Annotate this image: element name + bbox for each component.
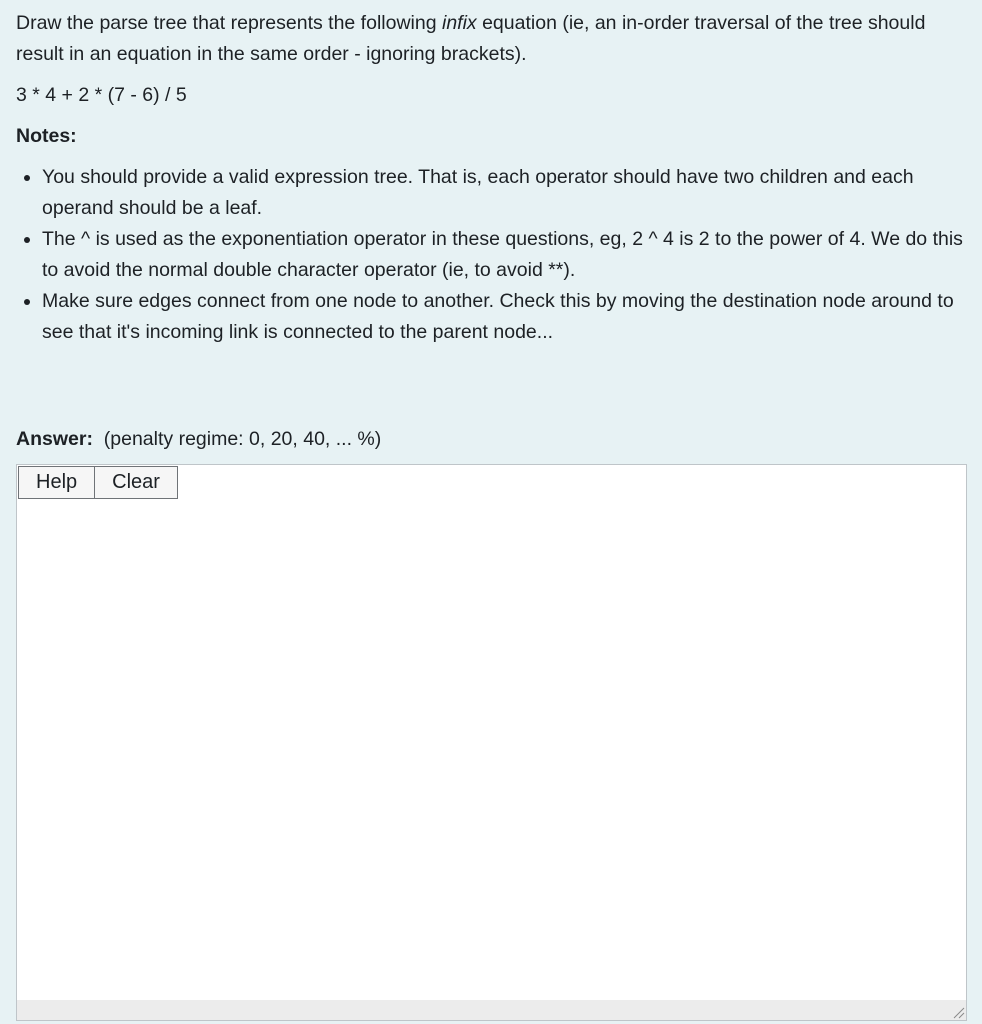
resize-grip-icon[interactable] (951, 1005, 965, 1019)
editor-statusbar (17, 1000, 966, 1020)
note-item: • The ^ is used as the exponentiation operator in these questions, eg, 2 ^ 4 is 2 to the power of 4. We do this to avoid the normal double character operator (ie, to avoid **). (42, 224, 966, 286)
penalty-regime: (penalty regime: 0, 20, 40, ... %) (103, 428, 382, 450)
prompt-text-after: equation (ie, an in-order traversal of the tree should result in an equation in the same order - ignoring brackets). (16, 12, 926, 65)
notes-list (16, 162, 966, 348)
prompt-text-before: Draw the parse tree that represents the following (16, 12, 442, 34)
answer-label: Answer: (16, 428, 93, 450)
clear-button[interactable]: Clear (95, 466, 178, 499)
prompt-emphasis: infix (441, 12, 477, 34)
editor-toolbar (18, 466, 178, 499)
note-item: • Make sure edges connect from one node to another. Check this by moving the destination node around to see that it's incoming link is connected to the parent node... (42, 286, 966, 348)
question-prompt (16, 8, 966, 70)
answer-header (16, 424, 381, 455)
question-text-block (16, 8, 966, 348)
help-button[interactable]: Help (18, 466, 95, 499)
graph-drawing-canvas[interactable] (17, 500, 966, 1000)
infix-expression: 3 * 4 + 2 * (7 - 6) / 5 (16, 84, 187, 106)
graph-editor (16, 464, 967, 1021)
note-item: • You should provide a valid expression tree. That is, each operator should have two children and each operand should be a leaf. (42, 162, 966, 224)
notes-heading: Notes: (16, 125, 77, 147)
